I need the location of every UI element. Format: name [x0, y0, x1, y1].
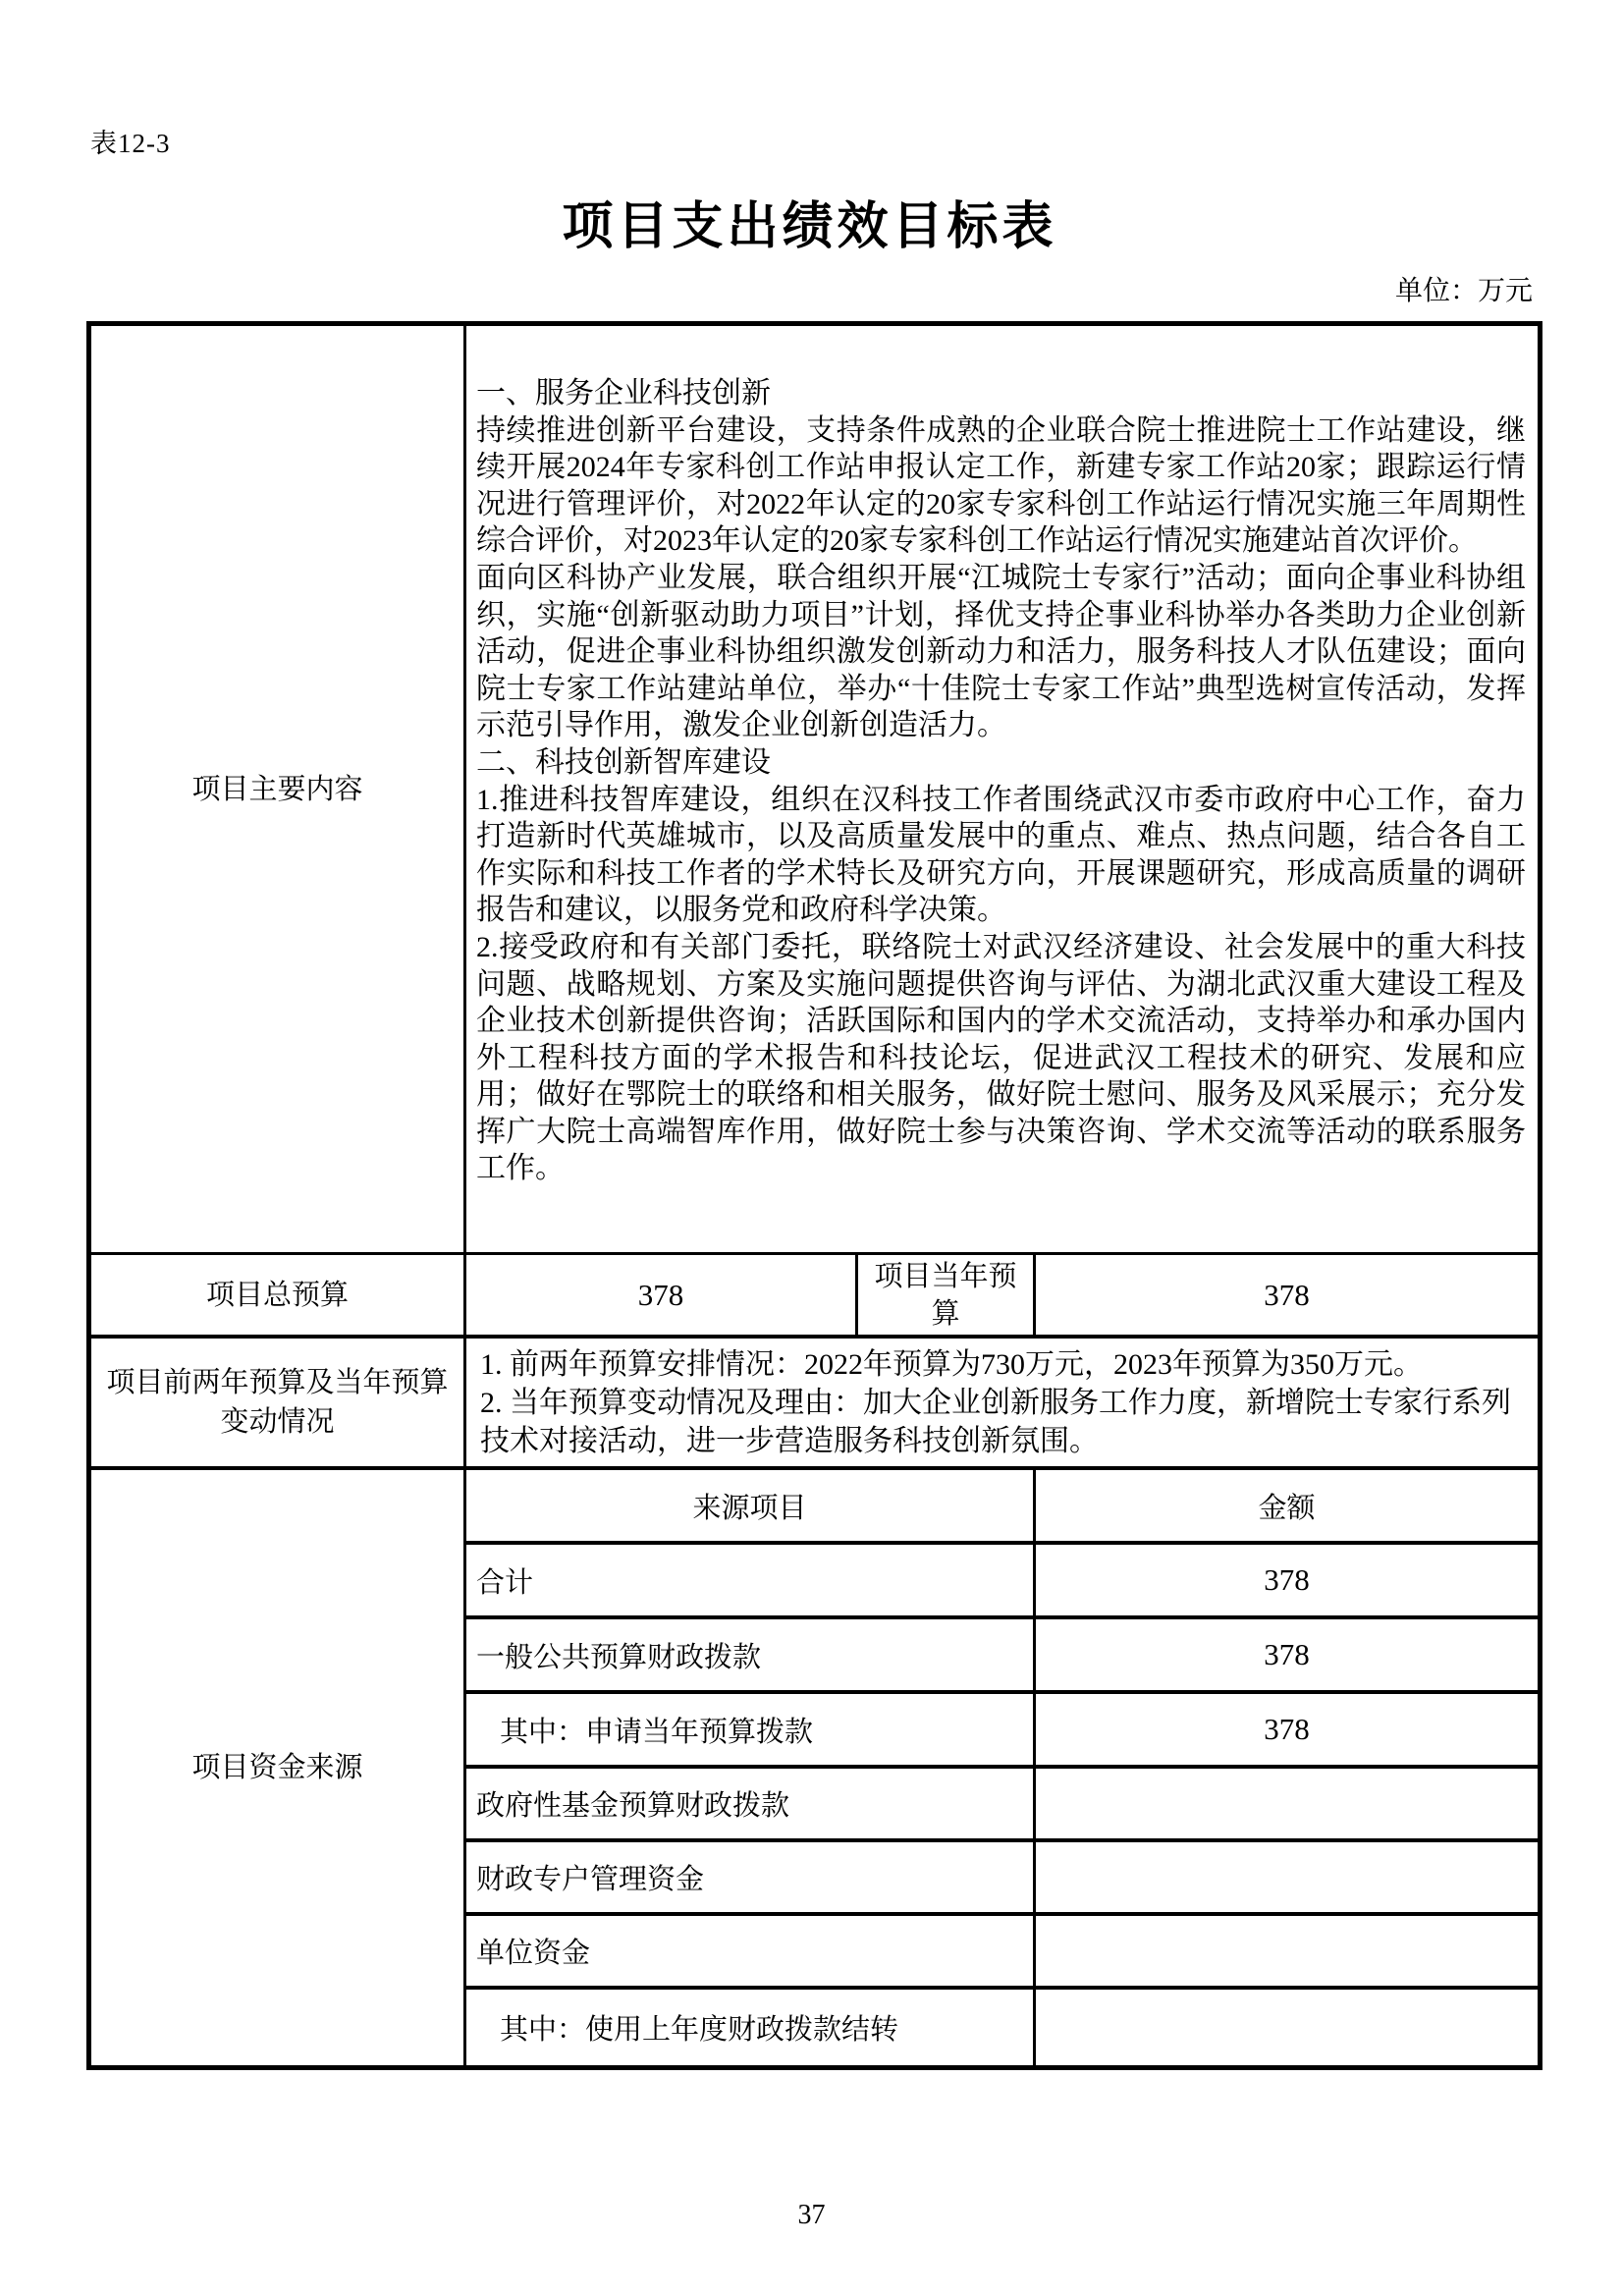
- funding-row-name: 其中：申请当年预算拨款: [466, 1694, 1036, 1769]
- page-number: 37: [797, 2200, 826, 2230]
- main-content-paragraph: 2.接受政府和有关部门委托，联络院士对武汉经济建设、社会发展中的重大科技问题、战略规划、方案及实施问题提供咨询与评估、为湖北武汉重大建设工程及企业技术创新提供咨询；活跃国际和国内的学术交流活动，支持举办和承办国内外工程科技方面的学术报告和科技论坛，促进武汉工程技术的研究、发展和应用；做好在鄂院士的联络和相关服务，做好院士慰问、服务及风采展示；充分发挥广大院士高端智库作用，做好院士参与决策咨询、学术交流等活动的联系服务工作。: [476, 930, 1526, 1185]
- performance-target-table: [86, 321, 1542, 2070]
- unit-note: 单位：万元: [1394, 276, 1533, 306]
- total-budget-value: 378: [466, 1255, 858, 1339]
- funding-row-name: 合计: [466, 1545, 1036, 1619]
- funding-row-name: 政府性基金预算财政拨款: [466, 1769, 1036, 1842]
- funding-row-name: 财政专户管理资金: [466, 1842, 1036, 1916]
- main-content-paragraph: 1.推进科技智库建设，组织在汉科技工作者围绕武汉市委市政府中心工作，奋力打造新时代英雄城市，以及高质量发展中的重点、难点、热点问题，结合各自工作实际和科技工作者的学术特长及研究方向，开展课题研究，形成高质量的调研报告和建议，以服务党和政府科学决策。: [476, 783, 1526, 927]
- current-year-budget-label: 项目当年预算: [858, 1255, 1036, 1339]
- funding-row-amount: [1036, 1842, 1538, 1916]
- funding-row-amount: [1036, 1769, 1538, 1842]
- funding-row-amount: 378: [1036, 1545, 1538, 1619]
- current-year-budget-value: 378: [1036, 1255, 1538, 1339]
- prev-budget-line: 1. 前两年预算安排情况：2022年预算为730万元，2023年预算为350万元。: [480, 1347, 1423, 1381]
- funding-source-label: 项目资金来源: [91, 1470, 466, 2065]
- main-content-paragraph: 一、服务企业科技创新: [476, 377, 771, 410]
- funding-row-amount: [1036, 1990, 1538, 2065]
- funding-header-amount: 金额: [1036, 1470, 1538, 1545]
- prev-budget-content-cell: [466, 1339, 1538, 1470]
- table-number-label: 表12-3: [90, 129, 171, 158]
- main-content-label: 项目主要内容: [91, 326, 466, 1255]
- funding-row-name: 单位资金: [466, 1916, 1036, 1990]
- main-content-paragraph: 二、科技创新智库建设: [476, 745, 771, 779]
- main-content-cell: [466, 326, 1538, 1255]
- main-content-paragraph: 面向区科协产业发展，联合组织开展“江城院士专家行”活动；面向企事业科协组织，实施“创新驱动助力项目”计划，择优支持企事业科协举办各类助力企业创新活动，促进企事业科协组织激发创新动力和活力，服务科技人才队伍建设；面向院士专家工作站建站单位，举办“十佳院士专家工作站”典型选树宣传活动，发挥示范引导作用，激发企业创新创造活力。: [476, 561, 1526, 742]
- funding-row-amount: 378: [1036, 1694, 1538, 1769]
- funding-row-amount: 378: [1036, 1619, 1538, 1694]
- funding-header-source: 来源项目: [466, 1470, 1036, 1545]
- main-content-paragraph: 持续推进创新平台建设，支持条件成熟的企业联合院士推进院士工作站建设，继续开展2024年专家科创工作站申报认定工作，新建专家工作站20家；跟踪运行情况进行管理评价，对2022年认定的20家专家科创工作站运行情况实施三年周期性综合评价，对2023年认定的20家专家科创工作站运行情况实施建站首次评价。: [476, 413, 1526, 558]
- funding-row-name: 一般公共预算财政拨款: [466, 1619, 1036, 1694]
- prev-budget-label: 项目前两年预算及当年预算变动情况: [91, 1339, 466, 1470]
- funding-row-name: 其中：使用上年度财政拨款结转: [466, 1990, 1036, 2065]
- funding-row-amount: [1036, 1916, 1538, 1990]
- prev-budget-line: 2. 当年预算变动情况及理由：加大企业创新服务工作力度，新增院士专家行系列技术对接活动，进一步营造服务科技创新氛围。: [480, 1386, 1511, 1457]
- total-budget-label: 项目总预算: [91, 1255, 466, 1339]
- page-title: 项目支出绩效目标表: [562, 199, 1057, 255]
